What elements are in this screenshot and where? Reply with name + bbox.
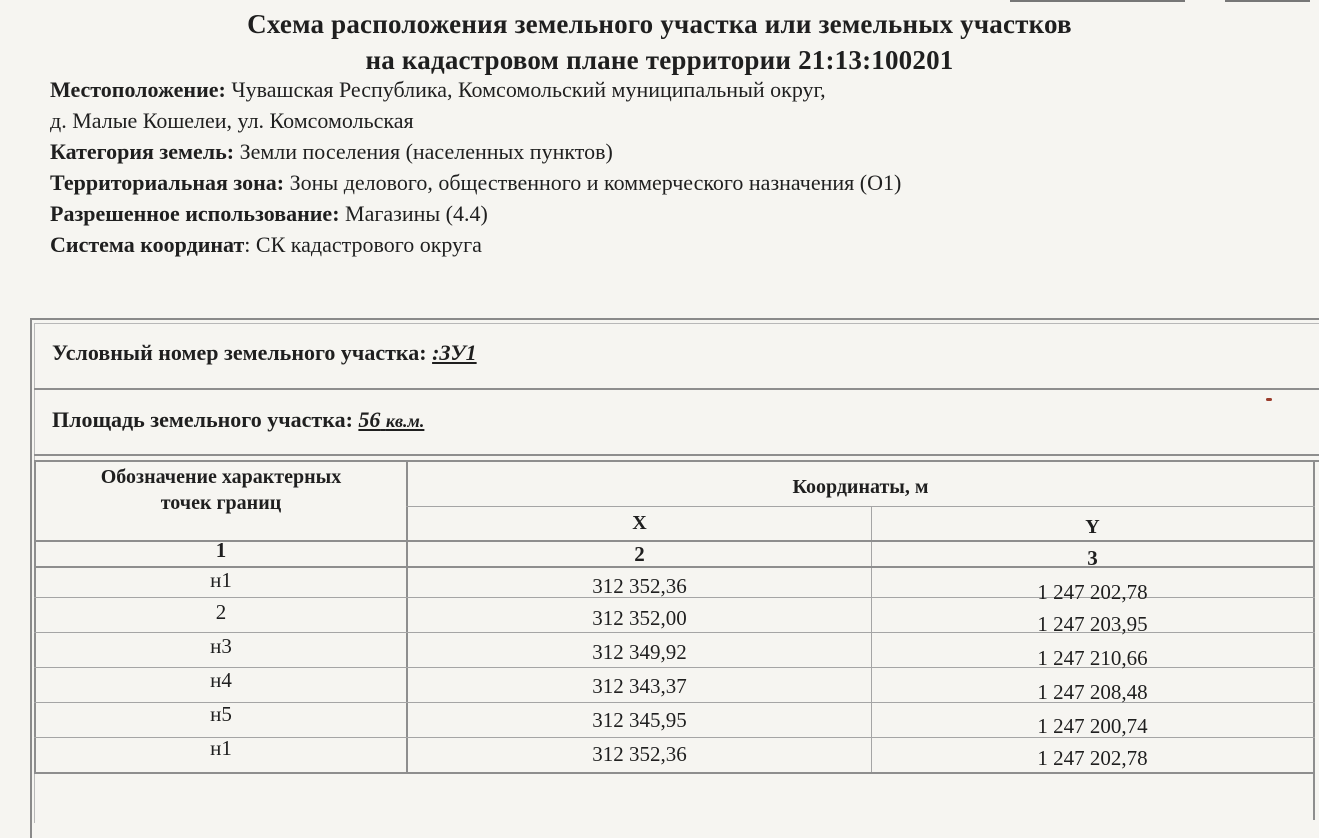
divider-2 [34,454,1319,456]
title-line-1: Схема расположения земельного участка или земельных участков [247,9,1072,39]
info-block [50,74,1290,260]
col1-header-line-1: Обозначение характерных [100,466,342,488]
parcel-area-value [358,407,424,432]
usage-row [50,198,1290,229]
usage-label: Разрешенное использование: [50,201,340,226]
y-cell: 1 247 203,95 [1037,612,1148,636]
coords-header: Координаты, м [792,476,929,498]
location-row [50,74,1290,105]
col-number-3: 3 [1087,546,1098,570]
x-cell: 312 345,95 [592,708,687,732]
parcel-area-unit: кв.м. [385,411,425,431]
x-cell: 312 352,00 [592,606,687,630]
point-cell: н1 [210,736,232,760]
x-header: X [632,512,647,534]
top-underline-2 [1225,0,1310,2]
y-cell: 1 247 200,74 [1037,714,1148,738]
point-cell: н1 [210,568,232,592]
col-number-1: 1 [215,538,227,562]
location-label: Местоположение: [50,77,226,102]
title-line-2: на кадастровом плане территории 21:13:100201 [365,45,954,75]
top-underline-1 [1010,0,1185,2]
zone-value: Зоны делового, общественного и коммерческого назначения (О1) [289,170,902,195]
category-label: Категория земель: [50,139,235,164]
x-cell: 312 343,37 [592,674,687,698]
table-right-border [1313,460,1315,820]
location-value: Чувашская Республика, Комсомольский муниципальный округ, [231,77,826,102]
location-value-2: д. Малые Кошелеи, ул. Комсомольская [50,108,414,133]
document-title [0,6,1319,78]
coord-system-label: Система координат [50,232,245,257]
point-cell: н4 [210,668,232,692]
red-mark [1266,398,1272,401]
coord-system-value: : СК кадастрового округа [244,232,482,257]
parcel-number-label: Условный номер земельного участка: [52,340,427,365]
category-value: Земли поселения (населенных пунктов) [239,139,613,164]
point-cell: н5 [210,702,232,726]
y-cell: 1 247 202,78 [1037,580,1148,604]
table-top-line [34,460,1319,462]
parcel-area-number: 56 [358,407,381,432]
coord-system-row [50,229,1290,260]
location-row-2 [50,105,1290,136]
divider-1 [34,388,1319,390]
zone-label: Территориальная зона: [50,170,285,195]
y-cell: 1 247 208,48 [1037,680,1148,704]
point-cell: н3 [210,634,232,658]
x-cell: 312 352,36 [592,574,687,598]
y-header: Y [1085,516,1100,538]
x-cell: 312 352,36 [592,742,687,766]
parcel-number-value: :ЗУ1 [432,340,477,365]
parcel-number-row [52,340,477,366]
zone-row [50,167,1290,198]
col-number-2: 2 [634,542,645,566]
parcel-area-label: Площадь земельного участка: [52,407,353,432]
parcel-area-row [52,407,424,433]
y-cell: 1 247 210,66 [1037,646,1148,670]
table-bottom-line [34,772,1315,774]
col1-header-line-2: точек границ [160,492,282,514]
coords-subheader-line [406,506,1315,507]
col1-header [36,464,406,516]
point-cell: 2 [215,600,227,624]
y-cell: 1 247 202,78 [1037,746,1148,770]
category-row [50,136,1290,167]
x-cell: 312 349,92 [592,640,687,664]
frame-inner-top [34,323,1319,324]
usage-value: Магазины (4.4) [345,201,488,226]
